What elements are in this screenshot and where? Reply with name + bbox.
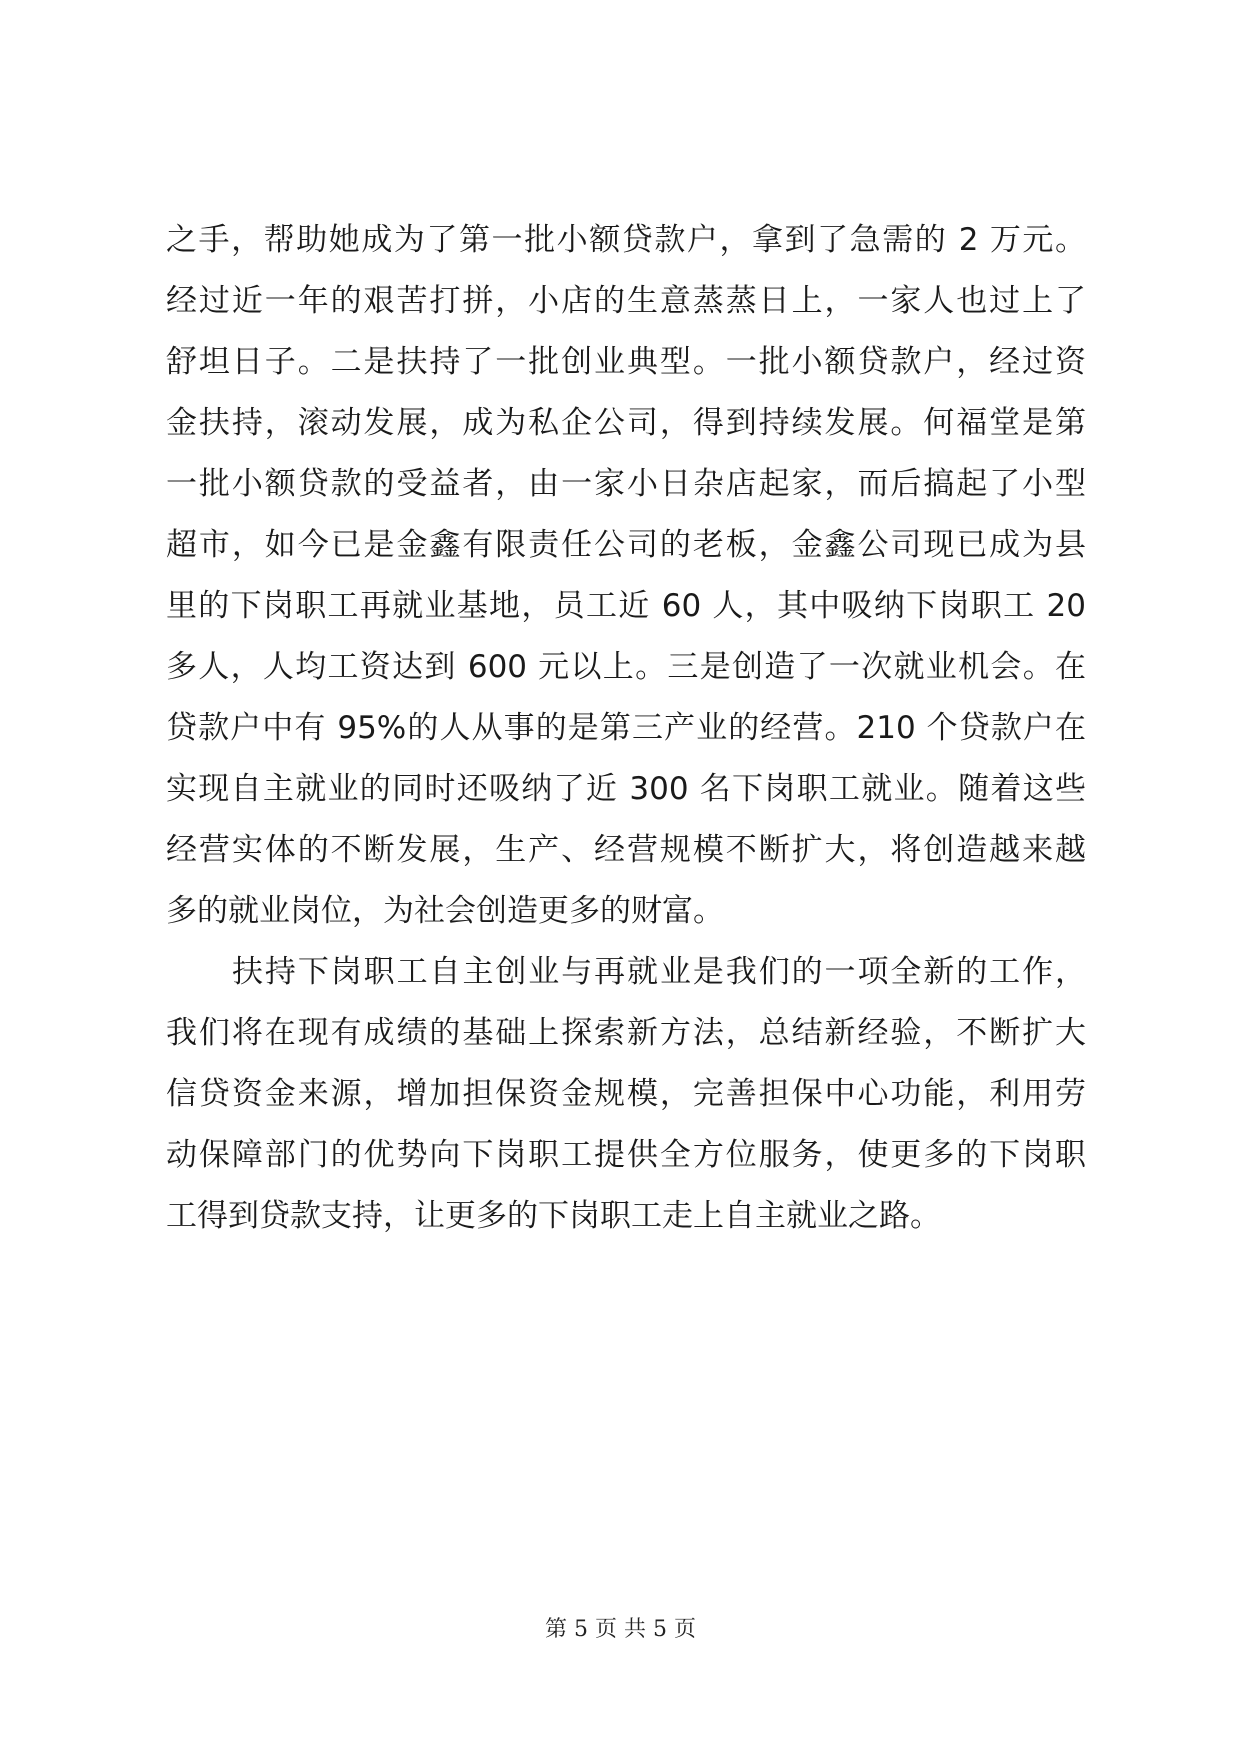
text-line: 经营实体的不断发展，生产、经营规模不断扩大，将创造越来越 xyxy=(166,832,1086,868)
paragraph-first-line: 扶持下岗职工自主创业与再就业是我们的一项全新的工作， xyxy=(232,954,1086,990)
text-line: 动保障部门的优势向下岗职工提供全方位服务，使更多的下岗职 xyxy=(166,1137,1086,1173)
page-number-footer: 第 5 页 共 5 页 xyxy=(545,1617,696,1642)
text-line: 我们将在现有成绩的基础上探索新方法，总结新经验，不断扩大 xyxy=(166,1015,1086,1051)
text-line: 里的下岗职工再就业基地，员工近 60 人，其中吸纳下岗职工 20 xyxy=(166,588,1086,624)
text-line: 工得到贷款支持，让更多的下岗职工走上自主就业之路。 xyxy=(166,1198,941,1234)
text-line: 多的就业岗位，为社会创造更多的财富。 xyxy=(166,893,724,929)
text-line: 贷款户中有 95%的人从事的是第三产业的经营。210 个贷款户在 xyxy=(166,710,1086,746)
text-line: 金扶持，滚动发展，成为私企公司，得到持续发展。何福堂是第 xyxy=(166,405,1086,441)
text-line: 实现自主就业的同时还吸纳了近 300 名下岗职工就业。随着这些 xyxy=(166,771,1086,807)
text-line: 多人，人均工资达到 600 元以上。三是创造了一次就业机会。在 xyxy=(166,649,1086,685)
text-line: 信贷资金来源，增加担保资金规模，完善担保中心功能，利用劳 xyxy=(166,1076,1086,1112)
text-line: 一批小额贷款的受益者，由一家小日杂店起家，而后搞起了小型 xyxy=(166,466,1086,502)
text-line: 超市，如今已是金鑫有限责任公司的老板，金鑫公司现已成为县 xyxy=(166,527,1086,563)
body-text xyxy=(166,210,1086,1247)
text-line: 之手，帮助她成为了第一批小额贷款户，拿到了急需的 2 万元。 xyxy=(166,222,1086,258)
text-line: 舒坦日子。二是扶持了一批创业典型。一批小额贷款户，经过资 xyxy=(166,344,1086,380)
text-line: 经过近一年的艰苦打拼，小店的生意蒸蒸日上，一家人也过上了 xyxy=(166,283,1086,319)
